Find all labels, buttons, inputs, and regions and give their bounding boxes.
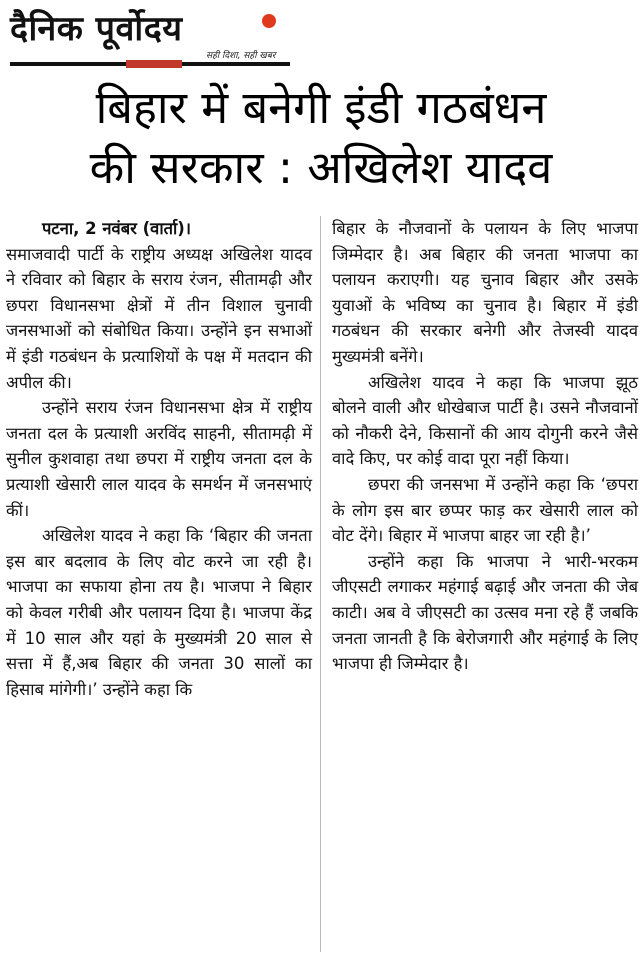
column-divider (320, 216, 321, 952)
headline-line-1: बिहार में बनेगी इंडी गठबंधन (95, 81, 547, 134)
dateline-paragraph (6, 216, 312, 242)
article-paragraph: अखिलेश यादव ने कहा कि भाजपा झूठ बोलने वाली और धोखेबाज पार्टी है। उसने नौजवानों को नौकरी देने, किसानों की आय दोगुनी करने जैसे वादे किए, पर कोई वादा पूरा नहीं किया। (332, 372, 638, 469)
masthead-rule-accent (126, 60, 182, 68)
headline (0, 78, 642, 198)
dateline: पटना, 2 नवंबर (वार्ता)। (42, 219, 192, 238)
article-paragraph: अखिलेश यादव ने कहा कि ‘बिहार की जनता इस बार बदलाव के लिए वोट करने जा रही है। भाजपा का सफाया होना तय है। भाजपा ने बिहार को केवल गरीबी और पलायन दिया है। भाजपा केंद्र में 10 साल और यहां के मुख्यमंत्री 20 साल से सत्ता में हैं,अब बिहार की जनता 30 सालों का हिसाब मांगेगी।’ उन्होंने कहा कि (6, 526, 312, 699)
article-paragraph: छपरा की जनसभा में उन्होंने कहा कि ‘छपरा के लोग इस बार छप्पर फाड़ कर खेसारी लाल को वोट देंगे। बिहार में भाजपा बाहर जा रही है।’ (332, 474, 638, 546)
masthead-tagline: सही दिशा, सही खबर (206, 51, 276, 61)
sun-logo-icon (262, 14, 276, 28)
article-column-left (6, 216, 312, 702)
article-paragraph: बिहार के नौजवानों के पलायन के लिए भाजपा जिम्मेदार है। अब बिहार की जनता भाजपा का पलायन कराएगी। यह चुनाव बिहार और उसके युवाओं के भविष्य का चुनाव है। बिहार में इंडी गठबंधन की सरकार बनेगी और तेजस्वी यादव मुख्यमंत्री बनेंगे। (332, 219, 638, 366)
masthead (10, 8, 290, 70)
headline-line-2: की सरकार : अखिलेश यादव (89, 141, 553, 194)
masthead-title: दैनिक पूर्वोदय (10, 9, 183, 49)
article-paragraph: समाजवादी पार्टी के राष्ट्रीय अध्यक्ष अखिलेश यादव ने रविवार को बिहार के सराय रंजन, सीतामढ़ी और छपरा विधानसभा क्षेत्रों में तीन विशाल चुनावी जनसभाओं को संबोधित किया। उन्होंने इन सभाओं में इंडी गठबंधन के प्रत्याशियों के पक्ष में मतदान की अपील की। (6, 244, 312, 392)
article-paragraph: उन्होंने सराय रंजन विधानसभा क्षेत्र में राष्ट्रीय जनता दल के प्रत्याशी अरविंद साहनी, सीतामढ़ी में सुनील कुशवाहा तथा छपरा में राष्ट्रीय जनता दल के प्रत्याशी खेसारी लाल यादव के समर्थन में जनसभाएं कीं। (6, 398, 312, 520)
article-paragraph: उन्होंने कहा कि भाजपा ने भारी-भरकम जीएसटी लगाकर महंगाई बढ़ाई और जनता की जेब काटी। अब वे जीएसटी का उत्सव मना रहे हैं जबकि जनता जानती है कि बेरोजगारी और महंगाई के लिए भाजपा ही जिम्मेदार है। (332, 551, 638, 674)
article-column-right (332, 216, 638, 677)
